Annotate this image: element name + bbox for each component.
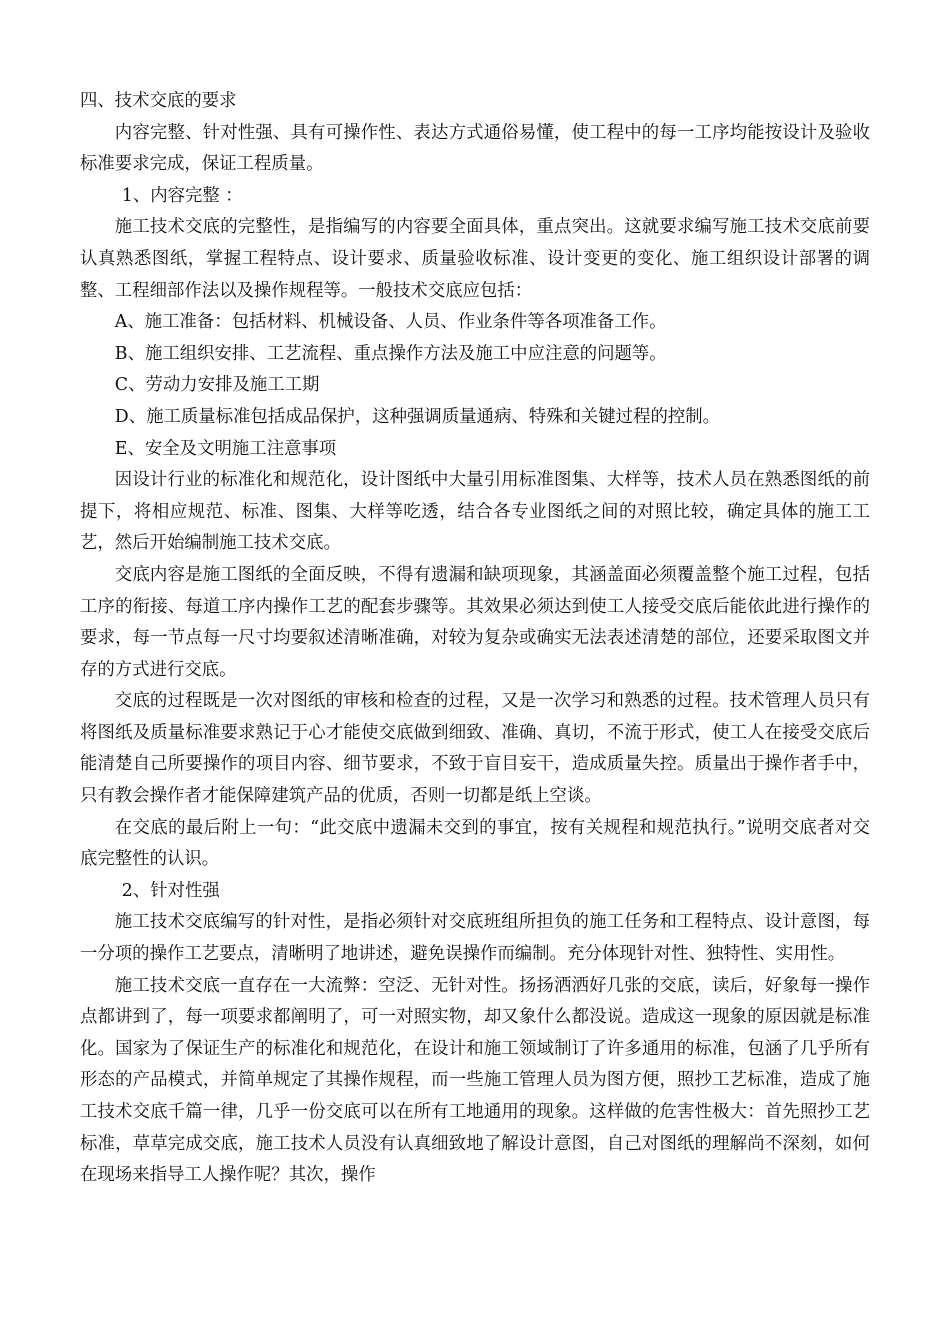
section-title: 四、技术交底的要求 [80, 91, 237, 111]
subsection-2-title: 2、针对性强 [121, 880, 220, 901]
list-item-e: E、安全及文明施工注意事项 [114, 438, 337, 459]
list-item-b: B、施工组织安排、工艺流程、重点操作方法及施工中应注意的问题等。 [114, 343, 667, 364]
subsection-1-paragraph-2: 因设计行业的标准化和规范化，设计图纸中大量引用标准图集、大样等，技术人员在熟悉图纸的前提下，将相应规范、标准、图集、大样等吃透，结合各专业图纸之间的对照比较，确定具体的施工工艺，然后开始编制施工技术交底。 [80, 470, 870, 554]
subsection-1-paragraph-4: 交底的过程既是一次对图纸的审核和检查的过程，又是一次学习和熟悉的过程。技术管理人员只有将图纸及质量标准要求熟记于心才能使交底做到细致、准确、真切，不流于形式，使工人在接受交底后能清楚自己所要操作的项目内容、细节要求，不致于盲目妄干，造成质量失控。质量出于操作者手中，只有教会操作者才能保障建筑产品的优质，否则一切都是纸上空谈。 [80, 691, 870, 807]
subsection-1-title: 1、内容完整 ： [121, 185, 243, 206]
list-item-c: C、劳动力安排及施工工期 [114, 375, 320, 396]
list-item-a: A、施工准备：包括材料、机械设备、人员、作业条件等各项准备工作。 [114, 312, 667, 333]
document-body [80, 86, 870, 1192]
subsection-2-paragraph-2: 施工技术交底一直存在一大流弊：空泛、无针对性。扬扬洒洒好几张的交底，读后，好象每一操作点都讲到了，每一项要求都阐明了，可一对照实物，却又象什么都没说。造成这一现象的原因就是标准化。国家为了保证生产的标准化和规范化，在设计和施工领域制订了许多通用的标准，包涵了几乎所有形态的产品模式，并简单规定了其操作规程，而一些施工管理人员为图方便，照抄工艺标准，造成了施工技术交底千篇一律，几乎一份交底可以在所有工地通用的现象。这样做的危害性极大：首先照抄工艺标准，草草完成交底，施工技术人员没有认真细致地了解设计意图，自己对图纸的理解尚不深刻，如何在现场来指导工人操作呢？其次，操作 [80, 975, 870, 1186]
subsection-1-paragraph-3: 交底内容是施工图纸的全面反映，不得有遗漏和缺项现象，其涵盖面必须覆盖整个施工过程，包括工序的衔接、每道工序内操作工艺的配套步骤等。其效果必须达到使工人接受交底后能依此进行操作的要求，每一节点每一尺寸均要叙述清晰准确，对较为复杂或确实无法表述清楚的部位，还要采取图文并存的方式进行交底。 [80, 564, 870, 680]
subsection-2-paragraph-1: 施工技术交底编写的针对性，是指必须针对交底班组所担负的施工任务和工程特点、设计意图，每一分项的操作工艺要点，清晰明了地讲述，避免误操作而编制。充分体现针对性、独特性、实用性。 [80, 912, 870, 965]
intro-paragraph: 内容完整、针对性强、具有可操作性、表达方式通俗易懂，使工程中的每一工序均能按设计及验收标准要求完成，保证工程质量。 [80, 122, 870, 175]
list-item-d: D、施工质量标准包括成品保护，这种强调质量通病、特殊和关键过程的控制。 [114, 406, 721, 427]
subsection-1-paragraph-5: 在交底的最后附上一句：“此交底中遗漏未交到的事宜，按有关规程和规范执行。”说明交底者对交底完整性的认识。 [80, 817, 870, 870]
subsection-1-paragraph-1: 施工技术交底的完整性，是指编写的内容要全面具体，重点突出。这就要求编写施工技术交底前要认真熟悉图纸，掌握工程特点、设计要求、质量验收标准、设计变更的变化、施工组织设计部署的调整、工程细部作法以及操作规程等。一般技术交底应包括： [80, 217, 870, 301]
